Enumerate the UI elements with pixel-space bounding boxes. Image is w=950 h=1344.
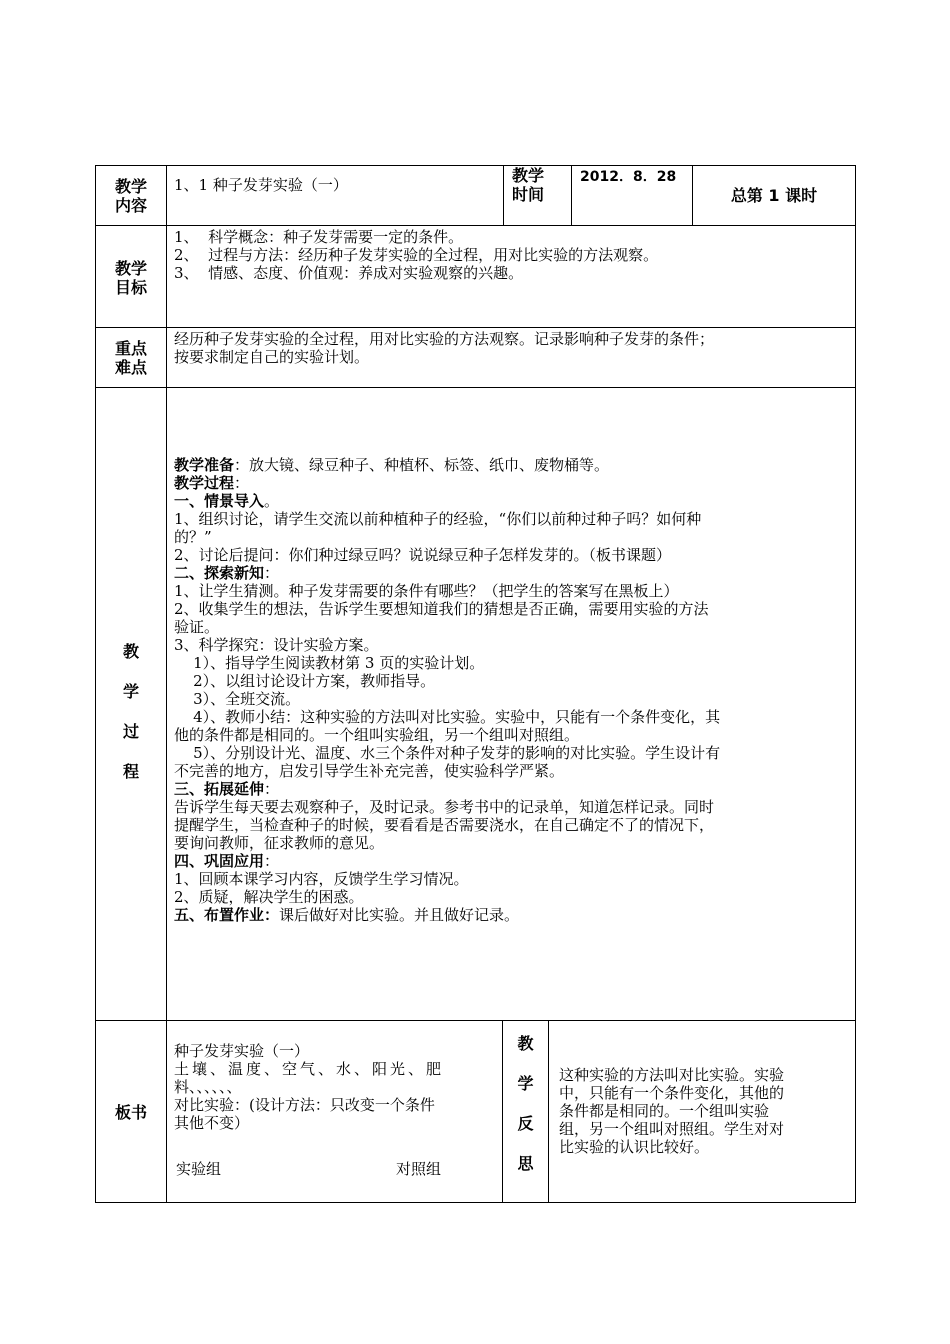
teaching-goals-list [174, 228, 852, 282]
goal-item: 2、 过程与方法：经历种子发芽实验的全过程，用对比实验的方法观察。 [174, 246, 659, 264]
label-teaching-process: 教 学 过 程 [122, 642, 139, 781]
board-group-experiment: 实验组 [176, 1160, 222, 1178]
col-divider [571, 165, 572, 226]
teaching-reflection-text: 这种实验的方法叫对比实验。实验 中，只能有一个条件变化，其他的 条件都是相同的。一个组叫实验 组，另一个组叫对照组。学生对对 比实验的认识比较好。 [559, 1066, 785, 1156]
section-title: 二、探索新知 [174, 564, 265, 582]
teaching-content-value: 1、1 种子发芽实验（一） [174, 176, 348, 194]
label-teaching-time: 教学 时间 [512, 166, 545, 204]
process-label: 教学过程 [174, 474, 235, 492]
row-divider [95, 1020, 856, 1021]
board-group-control: 对照组 [396, 1160, 442, 1178]
goal-item: 3、 情感、态度、价值观：养成对实验观察的兴趣。 [174, 264, 524, 282]
table-border-top [95, 165, 856, 166]
key-points-text: 经历种子发芽实验的全过程，用对比实验的方法观察。记录影响种子发芽的条件； 按要求制定自己的实验计划。 [174, 330, 715, 366]
table-border-bottom [95, 1202, 856, 1203]
label-key-points: 重点 难点 [114, 339, 147, 377]
section-title: 一、情景导入 [174, 492, 265, 510]
label-board-writing: 板书 [114, 1103, 147, 1122]
col-divider [548, 1020, 549, 1203]
row-divider [95, 387, 856, 388]
label-teaching-reflection: 教 学 反 思 [517, 1034, 534, 1173]
table-border-right [855, 165, 856, 1203]
lesson-date: 2012．8．28 [580, 169, 677, 185]
teaching-process-body: 教学准备：放大镜、绿豆种子、种植杯、标签、纸巾、废物桶等。 教学过程： 一、情景导入。 1、组织讨论，请学生交流以前种植种子的经验，“你们以前种过种子吗？如何种 的？” 2、讨论后提问：你们种过绿豆吗？说说绿豆种子怎样发芽的。（板书课题） 二、探索新知： 1、让学生猜测。种子发芽需要的条件有哪些？（把学生的答案写在黑板上） 2、收集学生的想法，告诉学生要想知道我们的猜想是否正确，需要用实验的方法 验证。 3、科学探究：设计实验方案。 1）、指导学生阅读教材第 3 页的实验计划。 2）、以组讨论设计方案，教师指导。 3）、全班交流。 4）、教师小结：这种实验的方法叫对比实验。实验中，只能有一个条件变化，其 他的条件都是相同的。一个组叫实验组，另一个组叫对照组。 5）、分别设计光、温度、水三个条件对种子发芽的影响的对比实验。学生设计有 不完善的地方，启发引导学生补充完善，使实验科学严紧。 三、拓展延伸： 告诉学生每天要去观察种子，及时记录。参考书中的记录单，知道怎样记录。同时 提醒学生，当检查种子的时候，要看看是否需要浇水，在自己确定不了的情况下， 要询问教师，征求教师的意见。 四、巩固应用： 1、回顾本课学习内容，反馈学生学习情况。 2、质疑，解决学生的困惑。 五、布置作业：课后做好对比实验。并且做好记录。 [174, 456, 721, 924]
goal-item: 1、 科学概念：种子发芽需要一定的条件。 [174, 228, 464, 246]
section-title: 三、拓展延伸 [174, 780, 265, 798]
prep-label: 教学准备 [174, 456, 235, 474]
label-teaching-content: 教学 内容 [114, 177, 147, 215]
row-divider [95, 225, 856, 226]
label-teaching-goals: 教学 目标 [114, 259, 147, 297]
section-title: 五、布置作业： [174, 906, 280, 924]
row-divider [95, 327, 856, 328]
col-divider [166, 165, 167, 1203]
section-title: 四、巩固应用 [174, 852, 265, 870]
board-writing-content: 种子发芽实验（一） 土壤、温度、空气、水、阳光、肥 料、、、、、、 对比实验：(设计方法：只改变一个条件 其他不变） [174, 1042, 445, 1132]
total-lesson-number: 总第 1 课时 [730, 186, 818, 205]
